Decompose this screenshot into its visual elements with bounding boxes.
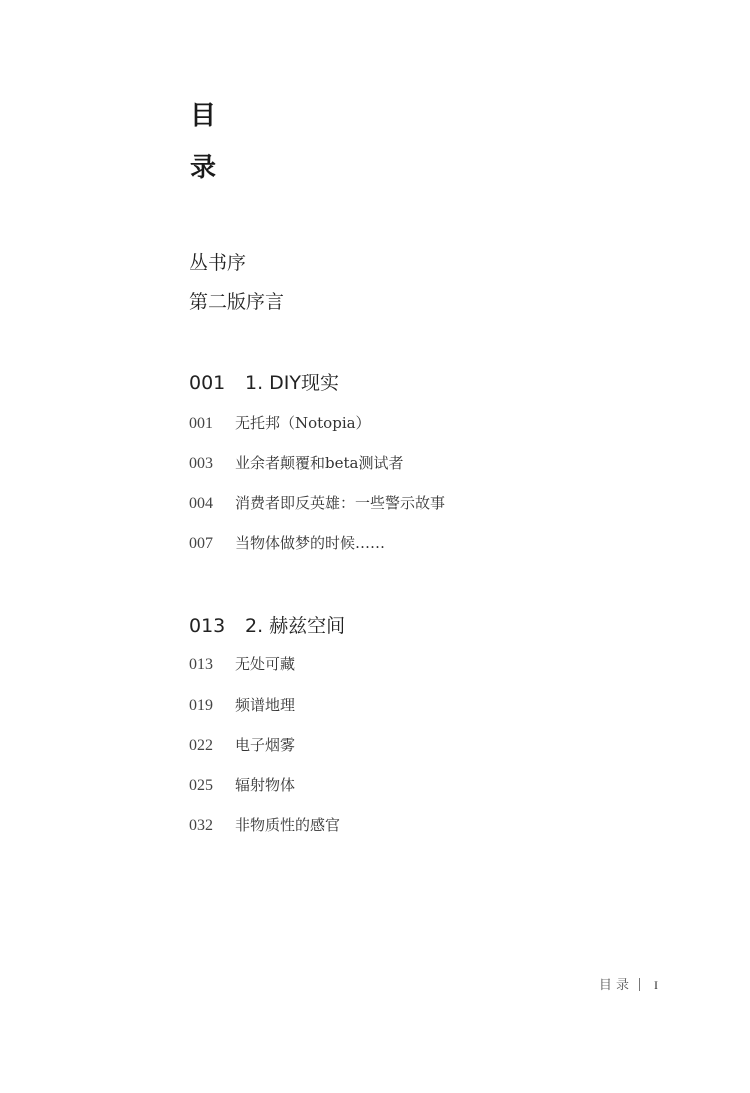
entry-page-number: 013 [189,656,213,673]
entry-page-number: 007 [189,535,213,552]
entry-page-number: 004 [189,495,213,512]
toc-entry[interactable] [189,778,295,794]
entry-title: 电子烟雾 [235,736,296,754]
entry-title: 无托邦（Notopia） [235,414,371,432]
entry-title: 频谱地理 [235,696,296,714]
footer-page-number: I [654,978,658,992]
toc-chapter-1[interactable] [189,374,339,393]
chapter-title: 1. DIY现实 [245,372,340,394]
entry-page-number: 003 [189,455,213,472]
entry-page-number: 032 [189,817,213,834]
entry-title: 无处可藏 [235,655,296,673]
chapter-page-number: 013 [189,615,226,637]
page-footer [599,974,658,993]
footer-divider [639,978,640,991]
entry-title: 消费者即反英雄：一些警示故事 [235,494,446,512]
entry-page-number: 019 [189,697,213,714]
toc-front-item-second-edition-preface[interactable]: 第二版序言 [189,291,285,313]
entry-title: 业余者颠覆和beta测试者 [235,454,404,472]
toc-entry[interactable] [189,456,403,472]
chapter-page-number: 001 [189,372,226,394]
entry-page-number: 025 [189,777,213,794]
entry-title: 当物体做梦的时候…… [235,534,386,552]
entry-page-number: 001 [189,415,213,432]
entry-title: 非物质性的感官 [235,816,341,834]
entry-page-number: 022 [189,737,213,754]
toc-entry[interactable] [189,657,295,673]
entry-title: 辐射物体 [235,776,296,794]
toc-entry[interactable] [189,818,340,834]
toc-entry[interactable] [189,416,371,432]
toc-chapter-2[interactable] [189,617,345,636]
footer-running-title: 目 录 [598,978,629,993]
toc-entry[interactable] [189,496,445,512]
toc-heading-line-1: 目 [190,101,217,131]
toc-entry[interactable] [189,738,295,754]
toc-entry[interactable] [189,536,385,552]
toc-heading-line-2: 录 [190,153,217,183]
toc-front-item-series-preface[interactable]: 丛书序 [189,252,247,274]
toc-entry[interactable] [189,698,295,714]
chapter-title: 2. 赫兹空间 [245,615,346,637]
